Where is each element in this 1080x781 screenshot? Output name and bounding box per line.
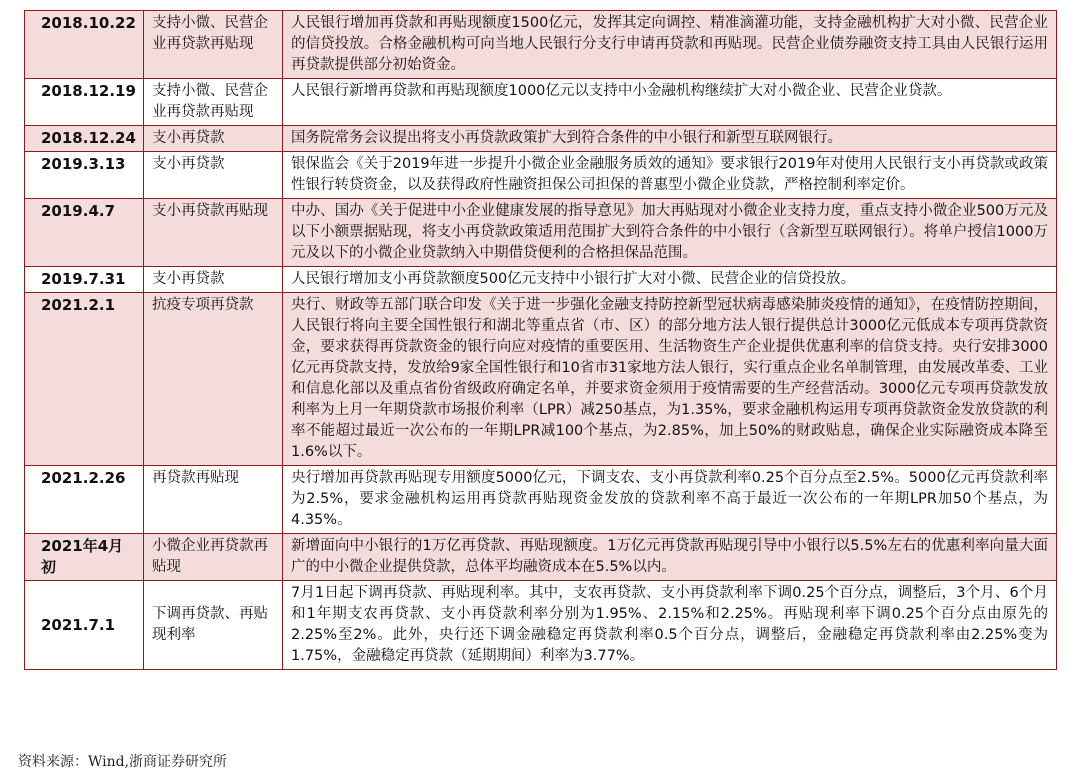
row-tool: 支小再贷款 — [144, 152, 283, 199]
row-tool: 再贷款再贴现 — [144, 466, 283, 534]
row-tool: 支小再贷款再贴现 — [144, 199, 283, 267]
row-content: 中办、国办《关于促进中小企业健康发展的指导意见》加大再贴现对小微企业支持力度，重点支持小微企业500万元及以下小额票据贴现，将支小再贷款政策适用范围扩大到符合条件的中小银行（含新型互联网银行）。将单户授信1000万元及以下的小微企业贷款纳入中期借贷便利的合格担保品范围。 — [283, 199, 1057, 267]
row-content: 央行、财政等五部门联合印发《关于进一步强化金融支持防控新型冠状病毒感染肺炎疫情的通知》，在疫情防控期间，人民银行将向主要全国性银行和湖北等重点省（市、区）的部分地方法人银行提供总计3000亿元低成本专项再贷款资金，要求获得再贷款资金的银行向应对疫情的重要医用、生活物资生产企业提供优惠利率的信贷支持。央行安排3000亿元再贷款支持，发放给9家全国性银行和10省市31家地方法人银行，实行重点企业名单制管理，由发展改革委、工业和信息化部以及重点省份省级政府确定名单，并要求资金须用于疫情需要的生产经营活动。3000亿元专项再贷款发放利率为上月一年期贷款市场报价利率（LPR）减250基点，为1.35%，要求金融机构运用专项再贷款资金发放贷款的利率不能超过最近一次公布的一年期LPR减100个基点，为2.85%，加上50%的财政贴息，确保企业实际融资成本降至1.6%以下。 — [283, 293, 1057, 466]
row-content: 银保监会《关于2019年进一步提升小微企业金融服务质效的通知》要求银行2019年对使用人民银行支小再贷款或政策性银行转贷资金，以及获得政府性融资担保公司担保的普惠型小微企业贷款，严格控制利率定价。 — [283, 152, 1057, 199]
table-row — [25, 152, 1057, 199]
table-row — [25, 267, 1057, 293]
row-tool: 支持小微、民营企业再贷款再贴现 — [144, 11, 283, 79]
table-row — [25, 11, 1057, 79]
table-row — [25, 466, 1057, 534]
row-date: 2019.7.31 — [25, 267, 144, 293]
row-content: 央行增加再贷款再贴现专用额度5000亿元，下调支农、支小再贷款利率0.25个百分点至2.5%。5000亿元再贷款利率为2.5%，要求金融机构运用再贷款再贴现资金发放的贷款利率不高于最近一次公布的一年期LPR加50个基点，为4.35%。 — [283, 466, 1057, 534]
row-date: 2018.12.24 — [25, 126, 144, 152]
row-content: 新增面向中小银行的1万亿再贷款、再贴现额度。1万亿元再贷款再贴现引导中小银行以5.5%左右的优惠利率向量大面广的中小微企业提供贷款，总体平均融资成本在5.5%以内。 — [283, 534, 1057, 581]
row-date: 2018.10.22 — [25, 11, 144, 79]
row-tool: 下调再贷款、再贴现利率 — [144, 581, 283, 670]
table-row — [25, 534, 1057, 581]
table-row — [25, 581, 1057, 670]
row-content: 人民银行新增再贷款和再贴现额度1000亿元以支持中小金融机构继续扩大对小微企业、民营企业贷款。 — [283, 79, 1057, 126]
row-tool: 支小再贷款 — [144, 267, 283, 293]
policy-table — [24, 10, 1057, 670]
row-tool: 抗疫专项再贷款 — [144, 293, 283, 466]
row-content: 人民银行增加再贷款和再贴现额度1500亿元，发挥其定向调控、精准滴灌功能，支持金融机构扩大对小微、民营企业的信贷投放。合格金融机构可向当地人民银行分支行申请再贷款和再贴现。民营企业债券融资支持工具由人民银行运用再贷款提供部分初始资金。 — [283, 11, 1057, 79]
row-date: 2021年4月初 — [25, 534, 144, 581]
row-date: 2021.7.1 — [25, 581, 144, 670]
table-row — [25, 293, 1057, 466]
row-date: 2018.12.19 — [25, 79, 144, 126]
row-date: 2019.3.13 — [25, 152, 144, 199]
row-date: 2019.4.7 — [25, 199, 144, 267]
row-date: 2021.2.26 — [25, 466, 144, 534]
row-tool: 支小再贷款 — [144, 126, 283, 152]
row-content: 国务院常务会议提出将支小再贷款政策扩大到符合条件的中小银行和新型互联网银行。 — [283, 126, 1057, 152]
row-content: 人民银行增加支小再贷款额度500亿元支持中小银行扩大对小微、民营企业的信贷投放。 — [283, 267, 1057, 293]
table-row — [25, 79, 1057, 126]
table-row — [25, 199, 1057, 267]
source-note: 资料来源：Wind,浙商证券研究所 — [18, 754, 228, 770]
row-content: 7月1日起下调再贷款、再贴现利率。其中，支农再贷款、支小再贷款利率下调0.25个百分点，调整后，3个月、6个月和1年期支农再贷款、支小再贷款利率分别为1.95%、2.15%和2.25%。再贴现利率下调0.25个百分点由原先的2.25%至2%。此外，央行还下调金融稳定再贷款利率0.5个百分点，调整后，金融稳定再贷款利率由2.25%变为1.75%，金融稳定再贷款（延期期间）利率为3.77%。 — [283, 581, 1057, 670]
row-date: 2021.2.1 — [25, 293, 144, 466]
policy-table-body — [25, 11, 1057, 670]
table-row — [25, 126, 1057, 152]
row-tool: 支持小微、民营企业再贷款再贴现 — [144, 79, 283, 126]
row-tool: 小微企业再贷款再贴现 — [144, 534, 283, 581]
